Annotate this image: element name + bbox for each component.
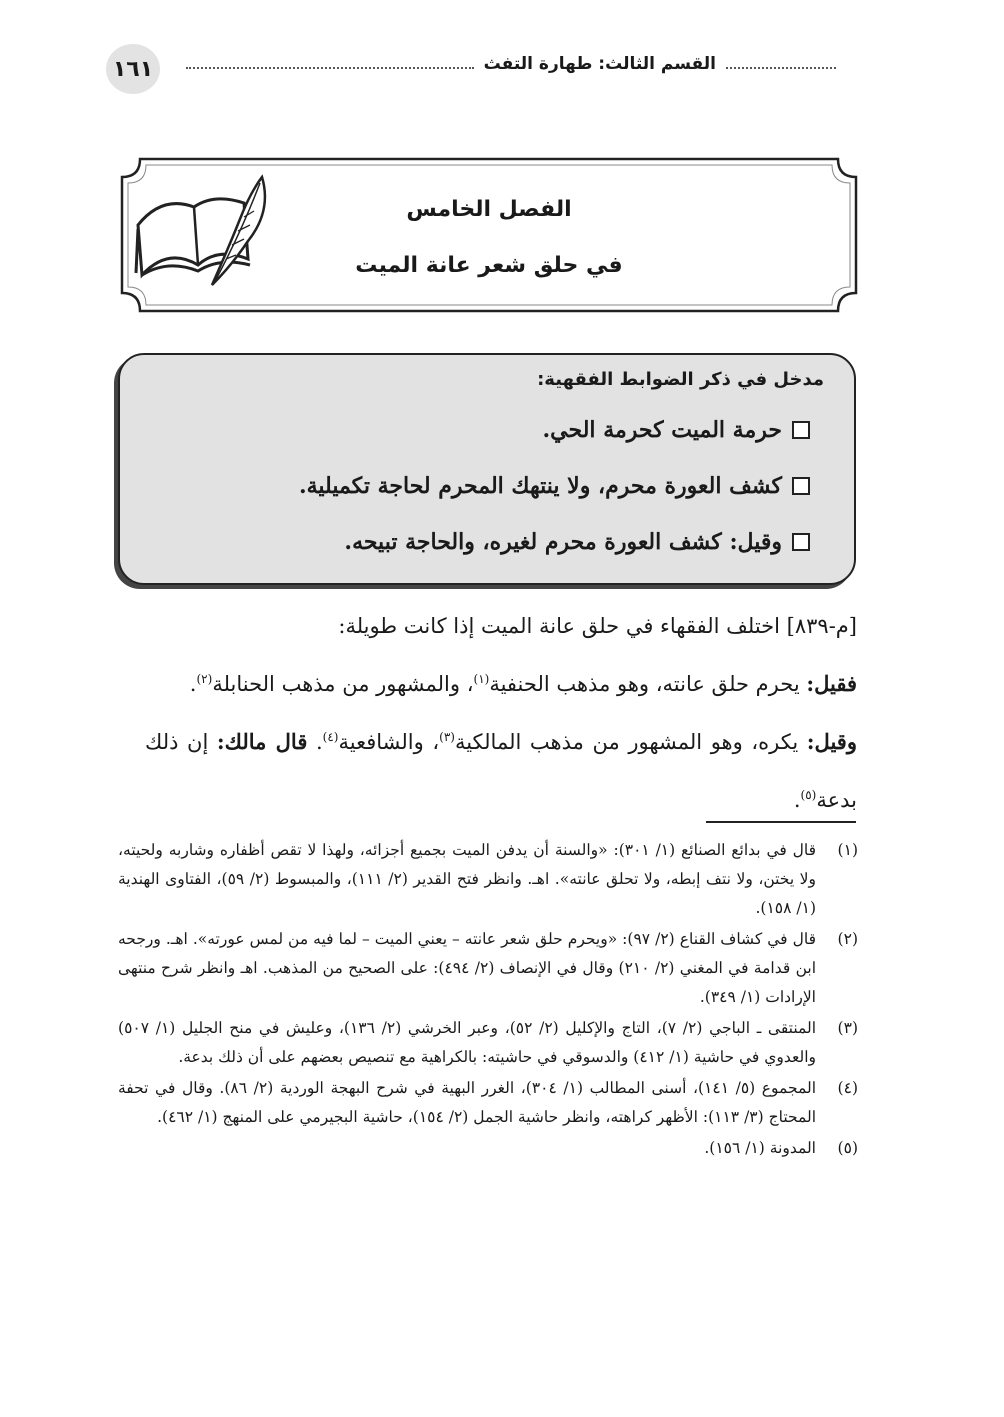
footnote-ref[interactable]: (٣) xyxy=(439,730,455,744)
rule-item xyxy=(344,529,810,555)
rules-heading: مدخل في ذكر الضوابط الفقهية: xyxy=(537,369,824,390)
footnote-number: (١) xyxy=(837,841,858,859)
paragraph xyxy=(145,600,857,653)
fiqh-rules-box xyxy=(118,353,856,585)
dotted-leader xyxy=(726,67,836,69)
footnote-ref[interactable]: (١) xyxy=(473,672,490,686)
footnote-number: (٢) xyxy=(837,930,858,948)
rule-text: وقيل: كشف العورة محرم لغيره، والحاجة تبيحه. xyxy=(344,529,782,555)
paragraph-text: إن ذلك بدعة xyxy=(145,730,857,812)
paragraph-text: ، والمشهور من مذهب الحنابلة xyxy=(212,672,474,696)
paragraph-text: ، والشافعية xyxy=(338,730,440,754)
footnote xyxy=(118,925,858,1012)
paragraph xyxy=(145,653,857,711)
checkbox-icon xyxy=(792,421,810,439)
footnote-number: (٥) xyxy=(837,1139,858,1157)
footnote-ref[interactable]: (٤) xyxy=(322,730,339,744)
footnotes xyxy=(118,836,858,1165)
rule-item xyxy=(543,417,810,443)
checkbox-icon xyxy=(792,533,810,551)
lead-word: قال مالك: xyxy=(216,729,308,754)
footnote xyxy=(118,1074,858,1132)
paragraph-text: . xyxy=(307,730,323,754)
footnote-text: المجموع (٥/ ١٤١)، أسنى المطالب (١/ ٣٠٤)، الغرر البهية في شرح البهجة الوردية (٢/ ٨٦). وقال في تحفة المحتاج (٣/ ١١٣): الأظهر كراهته، وانظر حاشية الجمل (٢/ ١٥٤)، حاشية البجيرمي على المنهج (١/ ٤٦٢). xyxy=(118,1079,817,1126)
footnote-separator xyxy=(706,821,856,823)
lead-word: فقيل: xyxy=(806,671,857,696)
running-title: القسم الثالث: طهارة التفث xyxy=(483,54,716,74)
paragraph-text: . xyxy=(189,672,197,696)
paragraph-text: . xyxy=(793,788,801,812)
footnote-text: قال في كشاف القناع (٢/ ٩٧): «ويحرم حلق شعر عانته – يعني الميت – لما فيه من لمس عورته». اهـ. ورجحه ابن قدامة في المغني (٢/ ٢١٠) وقال في الإنصاف (٢/ ٤٩٤): على الصحيح من المذهب. اهـ وانظر شرح منتهى الإرادات (١/ ٣٤٩). xyxy=(118,930,816,1006)
lead-word: وقيل: xyxy=(806,729,857,754)
chapter-title-frame xyxy=(118,155,860,315)
paragraph xyxy=(145,711,857,827)
footnote xyxy=(118,1134,858,1163)
footnote-text: قال في بدائع الصنائع (١/ ٣٠١): «والسنة أن يدفن الميت بجميع أجزائه، ولهذا لا تقص أظفاره وشاربه ولحيته، ولا يختن، ولا نتف إبطه، ولا تحلق عانته». اهـ. وانظر فتح القدير (٢/ ١١١)، والمبسوط (٢/ ٥٩)، الفتاوى الهندية (١/ ١٥٨). xyxy=(118,841,817,917)
rule-text: حرمة الميت كحرمة الحي. xyxy=(542,417,782,443)
footnote-number: (٤) xyxy=(837,1079,858,1097)
footnote-ref[interactable]: (٥) xyxy=(800,788,817,802)
footnote xyxy=(118,1014,858,1072)
body-text xyxy=(145,600,857,827)
paragraph-text: يكره، وهو المشهور من مذهب المالكية xyxy=(454,730,807,754)
dotted-leader xyxy=(186,67,474,69)
footnote-text: المدونة (١/ ١٥٦). xyxy=(704,1139,816,1157)
footnote-text: المنتقى ـ الباجي (٢/ ٧)، التاج والإكليل (٢/ ٥٢)، وعبر الخرشي (٢/ ١٣٦)، وعليش في منح الجليل (١/ ٥٠٧) والعدوي في حاشية (١/ ٤١٢) والدسوقي في حاشيته: بالكراهية مع تنصيص بعضهم على أن ذلك بدعة. xyxy=(118,1019,817,1066)
page-number: ١٦١ xyxy=(106,44,160,94)
paragraph-text: يحرم حلق عانته، وهو مذهب الحنفية xyxy=(489,672,807,696)
footnote-ref[interactable]: (٢) xyxy=(196,672,213,686)
running-title-row xyxy=(176,54,846,74)
rule-text: كشف العورة محرم، ولا ينتهك المحرم لحاجة تكميلية. xyxy=(298,473,782,499)
footnote xyxy=(118,836,858,923)
footnote-number: (٣) xyxy=(837,1019,858,1037)
chapter-title: الفصل الخامس xyxy=(406,197,572,222)
checkbox-icon xyxy=(792,477,810,495)
rule-item xyxy=(299,473,810,499)
page-header xyxy=(106,42,846,98)
chapter-subtitle: في حلق شعر عانة الميت xyxy=(355,253,623,278)
paragraph-text: [م-٨٣٩] اختلف الفقهاء في حلق عانة الميت إذا كانت طويلة: xyxy=(338,614,857,638)
